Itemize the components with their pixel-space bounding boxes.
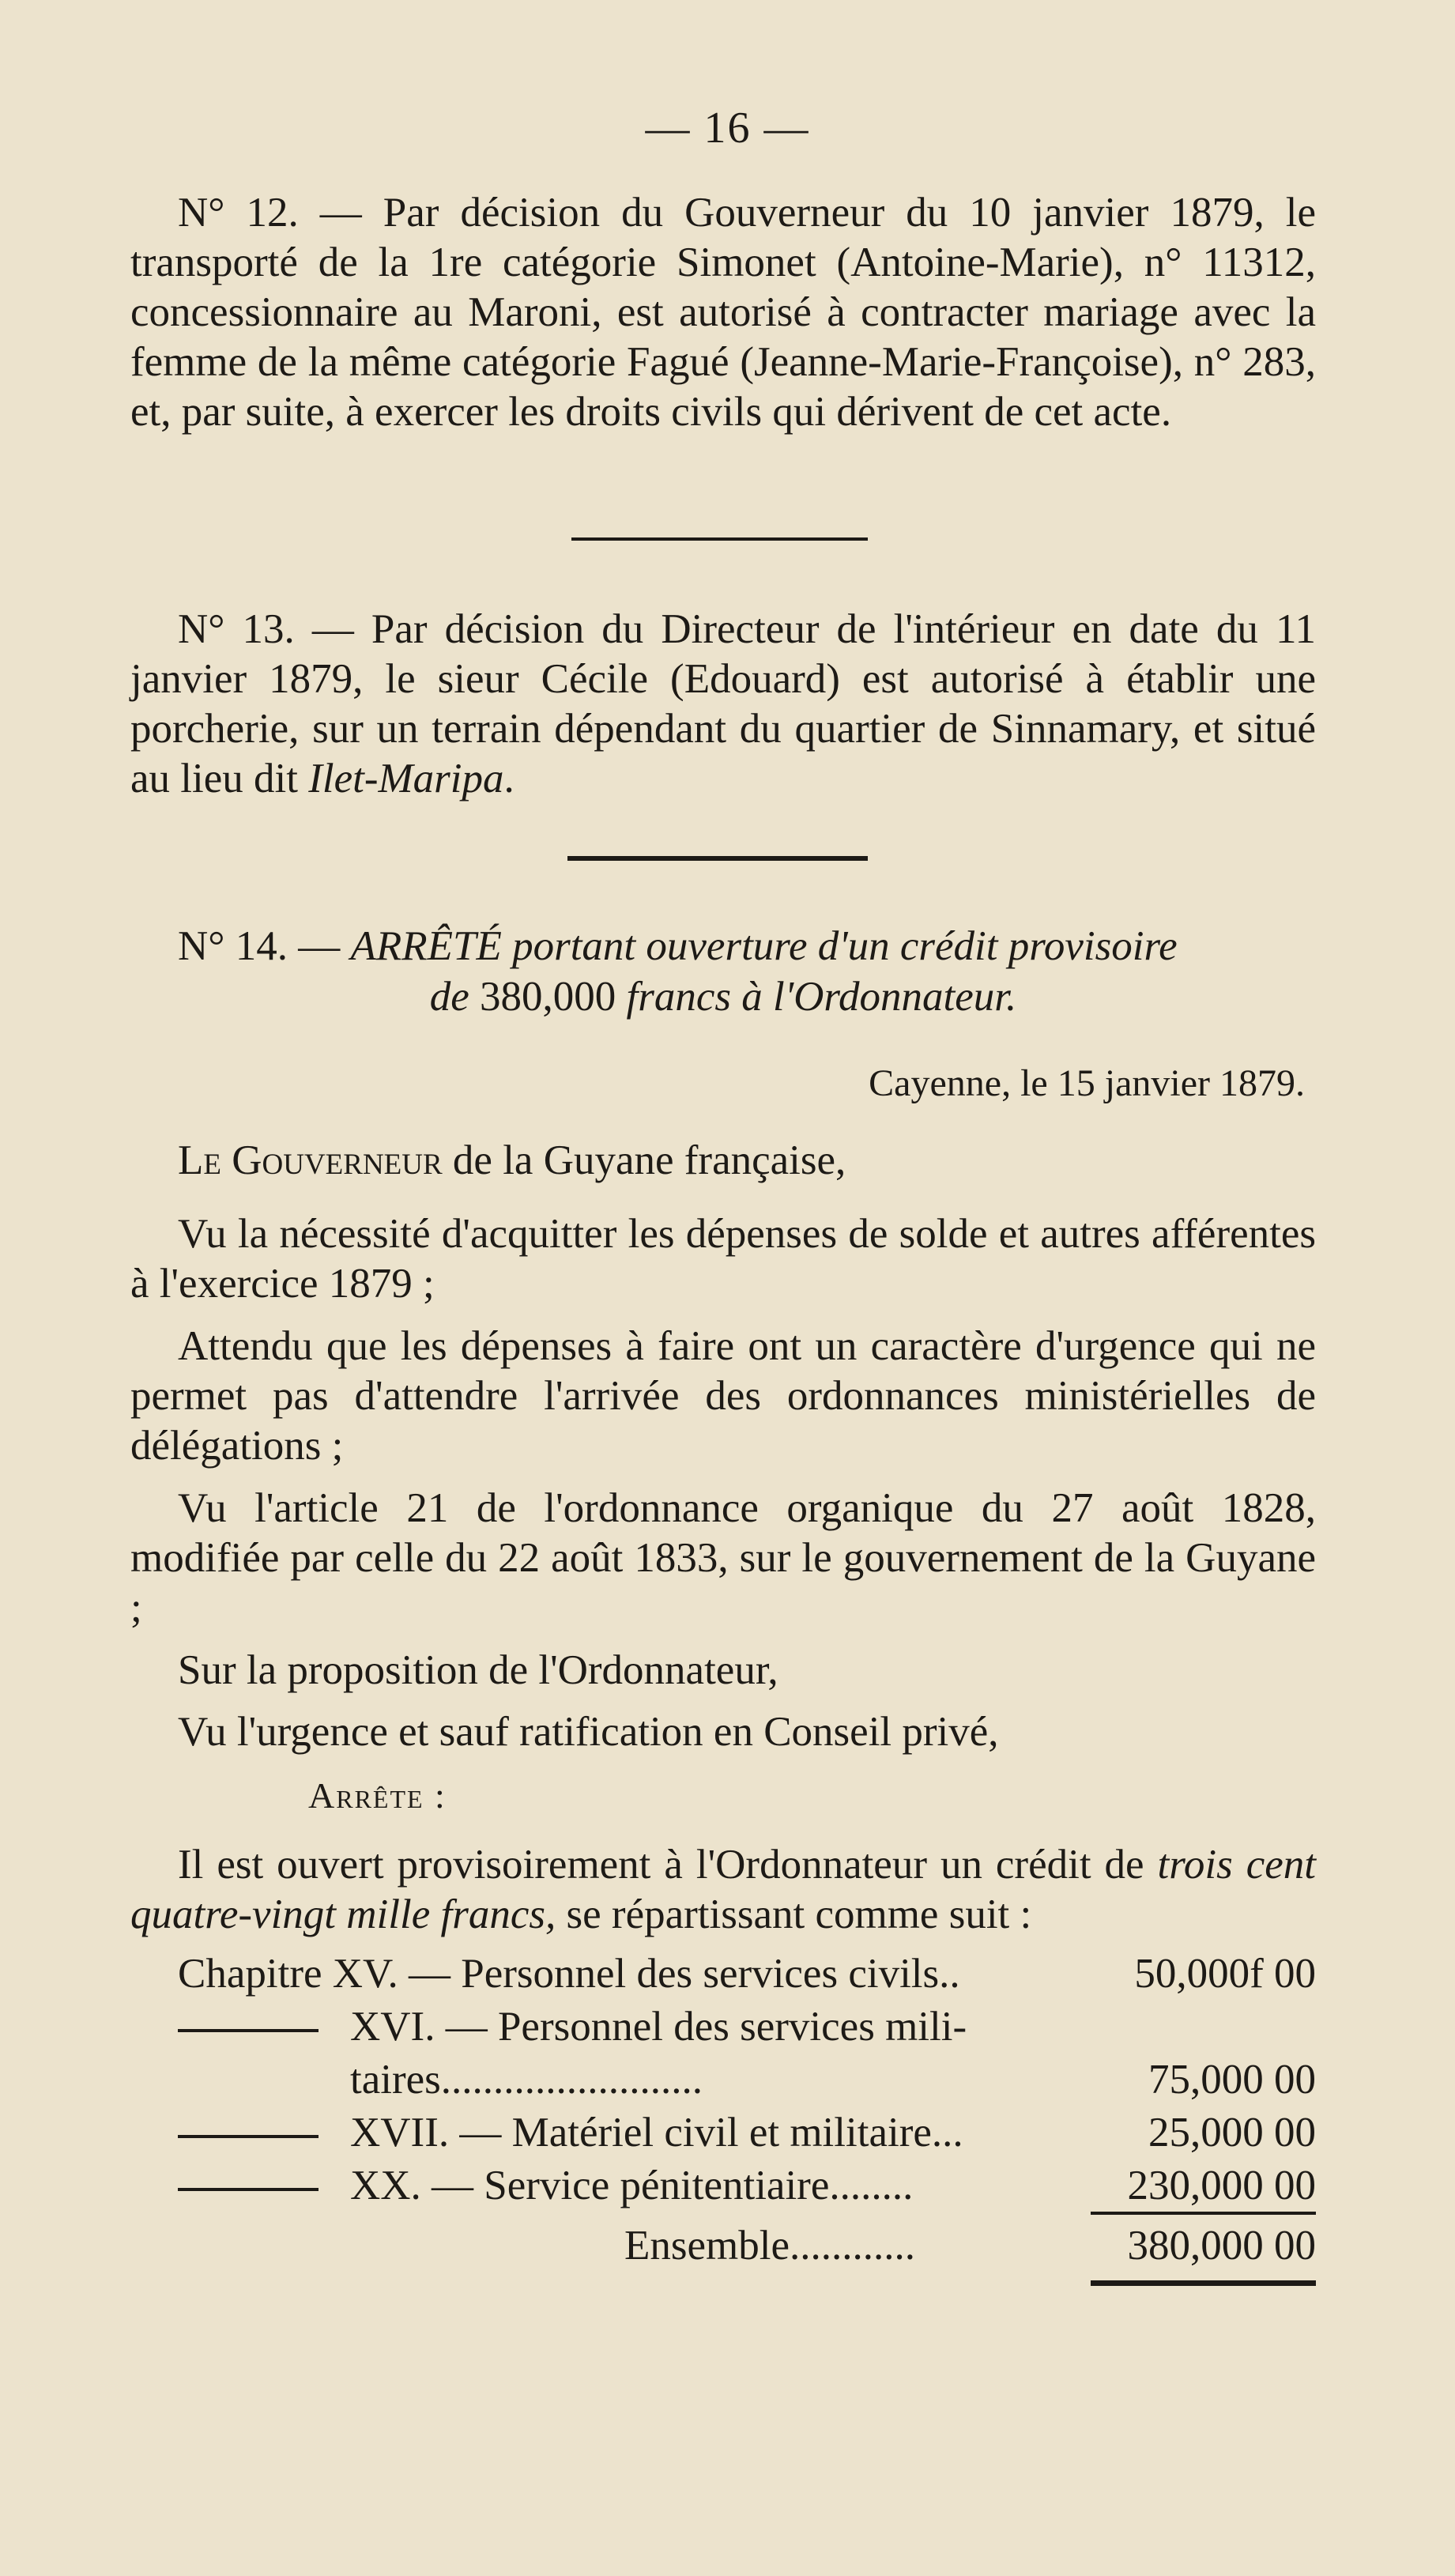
place-name: Ilet-Maripa (308, 756, 504, 801)
budget-total-row: Ensemble............ 380,000 00 (624, 2223, 1316, 2269)
budget-row: XVII. — Matériel civil et militaire... 25,000 00 (178, 2108, 1316, 2158)
place-and-date: Cayenne, le 15 janvier 1879. (869, 1062, 1305, 1104)
budget-row: Chapitre XV. — Personnel des services civils.. 50,000f 00 (178, 1951, 1316, 1997)
considerant-5: Vu l'urgence et sauf ratification en Conseil privé, (178, 1709, 999, 1755)
arrete-label: Arrête : (308, 1775, 447, 1816)
governor-heading: Le Gouverneur de la Guyane française, (178, 1137, 846, 1183)
paragraph-n13-text: N° 13. — Par décision du Directeur de l'intérieur en date du 11 janvier 1879, le sieur Cécile (Edouard) est autorisé à établir une porcherie, sur un terrain dépendant du quartier de Sinnamary, et situé au lieu dit (130, 606, 1316, 801)
ditto-dash (178, 2188, 319, 2191)
arrete-title (130, 921, 1316, 1022)
arrete-title-line2: de 380,000 francs à l'Ordonnateur. (429, 974, 1017, 1020)
budget-row: taires......................... 75,000 00 (350, 2057, 1316, 2103)
paragraph-n13 (130, 605, 1316, 804)
arrete-number: N° 14. — (178, 923, 351, 969)
paragraph-n12: N° 12. — Par décision du Gouverneur du 10 janvier 1879, le transporté de la 1re catégorie Simonet (Antoine-Marie), n° 11312, concessionnaire au Maroni, est autorisé à contracter mariage avec la femme de la même catégorie Fagué (Jeanne-Marie-Françoise), n° 283, et, par suite, à exercer les droits civils qui dérivent de cet acte. (130, 190, 1316, 435)
separator-rule (571, 537, 868, 541)
considerant-3: Vu l'article 21 de l'ordonnance organique du 27 août 1828, modifiée par celle du 22 août 1833, sur le gouvernement de la Guyane ; (130, 1485, 1316, 1631)
ditto-dash (178, 2135, 319, 2138)
page-number: — 16 — (645, 104, 810, 153)
budget-row: XVI. — Personnel des services mili- (178, 2002, 1316, 2052)
sum-rule (1091, 2212, 1316, 2215)
arrete-title-line1: ARRÊTÉ portant ouverture d'un crédit provisoire (350, 923, 1178, 969)
separator-rule (567, 856, 868, 861)
considerant-2: Attendu que les dépenses à faire ont un caractère d'urgence qui ne permet pas d'attendre l'arrivée des ordonnances ministérielles de délégations ; (130, 1323, 1316, 1469)
considerant-1: Vu la nécessité d'acquitter les dépenses de solde et autres afférentes à l'exercice 1879 ; (130, 1211, 1316, 1307)
article-text: Il est ouvert provisoirement à l'Ordonnateur un crédit de trois cent quatre-vingt mille francs, se répartissant comme suit : (130, 1842, 1316, 1937)
budget-row: XX. — Service pénitentiaire........ 230,000 00 (178, 2161, 1316, 2211)
paragraph-n13-end: . (503, 756, 515, 801)
considerant-4: Sur la proposition de l'Ordonnateur, (178, 1647, 778, 1693)
ditto-dash (178, 2029, 319, 2032)
total-double-rule (1091, 2280, 1316, 2286)
